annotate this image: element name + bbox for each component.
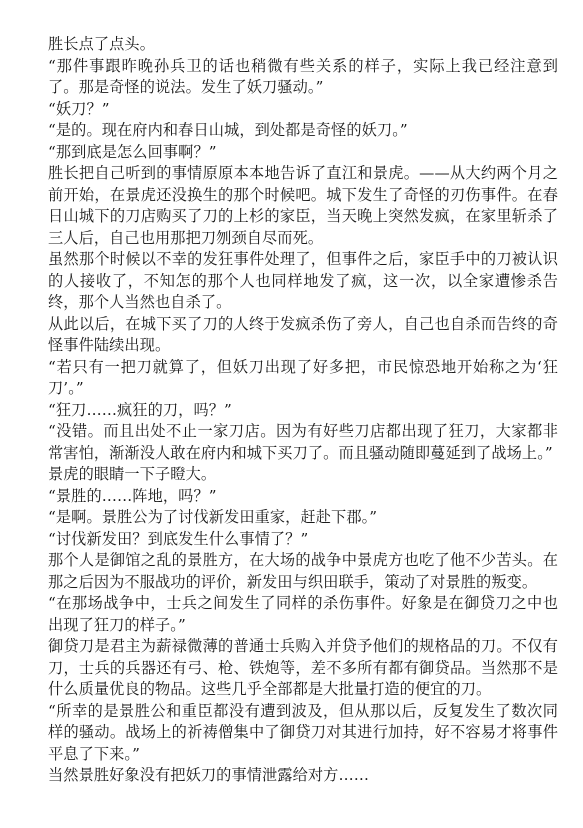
paragraph: “那到底是怎么回事啊？” <box>48 142 217 161</box>
paragraph: 那个人是御馆之乱的景胜方，在大场的战争中景虎方也吃了他不少苦头。在那之后因为不服战功的评价，新发田与织田联手，策动了对景胜的叛变。 <box>48 551 558 591</box>
paragraph: “狂刀……疯狂的刀，吗？” <box>48 400 232 419</box>
paragraph: “那件事跟昨晚孙兵卫的话也稍微有些关系的样子，实际上我已经注意到了。那是奇怪的说法。发生了妖刀骚动。” <box>48 56 558 96</box>
paragraph: 胜长点了点头。 <box>48 35 156 53</box>
paragraph: “是啊。景胜公为了讨伐新发田重家，赶赴下郡。” <box>48 508 378 526</box>
paragraph: 御贷刀是君主为薪禄微薄的普通士兵购入并贷予他们的规格品的刀。不仅有刀，士兵的兵器还有弓、枪、铁炮等，差不多所有都有御贷品。当然那不是什么质量优良的物品。这些几乎全部都是大批量打造的便宜的刀。 <box>48 637 558 698</box>
document-page <box>48 34 558 787</box>
paragraph: “景胜的……阵地，吗？” <box>48 486 217 505</box>
paragraph: “在那场战争中，士兵之间发生了同样的杀伤事件。好象是在御贷刀之中也出现了狂刀的样子。” <box>48 594 558 634</box>
paragraph: “所幸的是景胜公和重臣都没有遭到波及，但从那以后，反复发生了数次同样的骚动。战场上的祈祷僧集中了御贷刀对其进行加持，好不容易才将事件平息了下来。” <box>48 701 558 763</box>
paragraph: 当然景胜好象没有把妖刀的事情泄露给对方…… <box>48 766 370 784</box>
paragraph: “没错。而且出处不止一家刀店。因为有好些刀店都出现了狂刀，大家都非常害怕，渐渐没人敢在府内和城下买刀了。而且骚动随即蔓延到了战场上。” <box>48 422 558 462</box>
paragraph: 从此以后，在城下买了刀的人终于发疯杀伤了旁人，自己也自杀而告终的奇怪事件陆续出现。 <box>48 314 558 354</box>
paragraph: “讨伐新发田？到底发生什么事情了？” <box>48 529 309 548</box>
paragraph: 虽然那个时候以不幸的发狂事件处理了，但事件之后，家臣手中的刀被认识的人接收了，不知怎的那个人也同样地发了疯，这一次，以全家遭惨杀告终，那个人当然也自杀了。 <box>48 250 558 311</box>
paragraph: 景虎的眼睛一下子瞪大。 <box>48 465 217 483</box>
paragraph: “若只有一把刀就算了，但妖刀出现了好多把，市民惊恐地开始称之为‘狂刀’。” <box>48 357 558 397</box>
paragraph: “是的。现在府内和春日山城，到处都是奇怪的妖刀。” <box>48 121 408 139</box>
paragraph: “妖刀？” <box>48 99 110 118</box>
paragraph: 胜长把自己听到的事情原原本本地告诉了直江和景虎。——从大约两个月之前开始，在景虎还没换生的那个时候吧。城下发生了奇怪的刃伤事件。在春日山城下的刀店购买了刀的上杉的家臣，当天晚上突然发疯，在家里斩杀了三人后，自己也用那把刀刎颈自尽而死。 <box>48 164 558 247</box>
